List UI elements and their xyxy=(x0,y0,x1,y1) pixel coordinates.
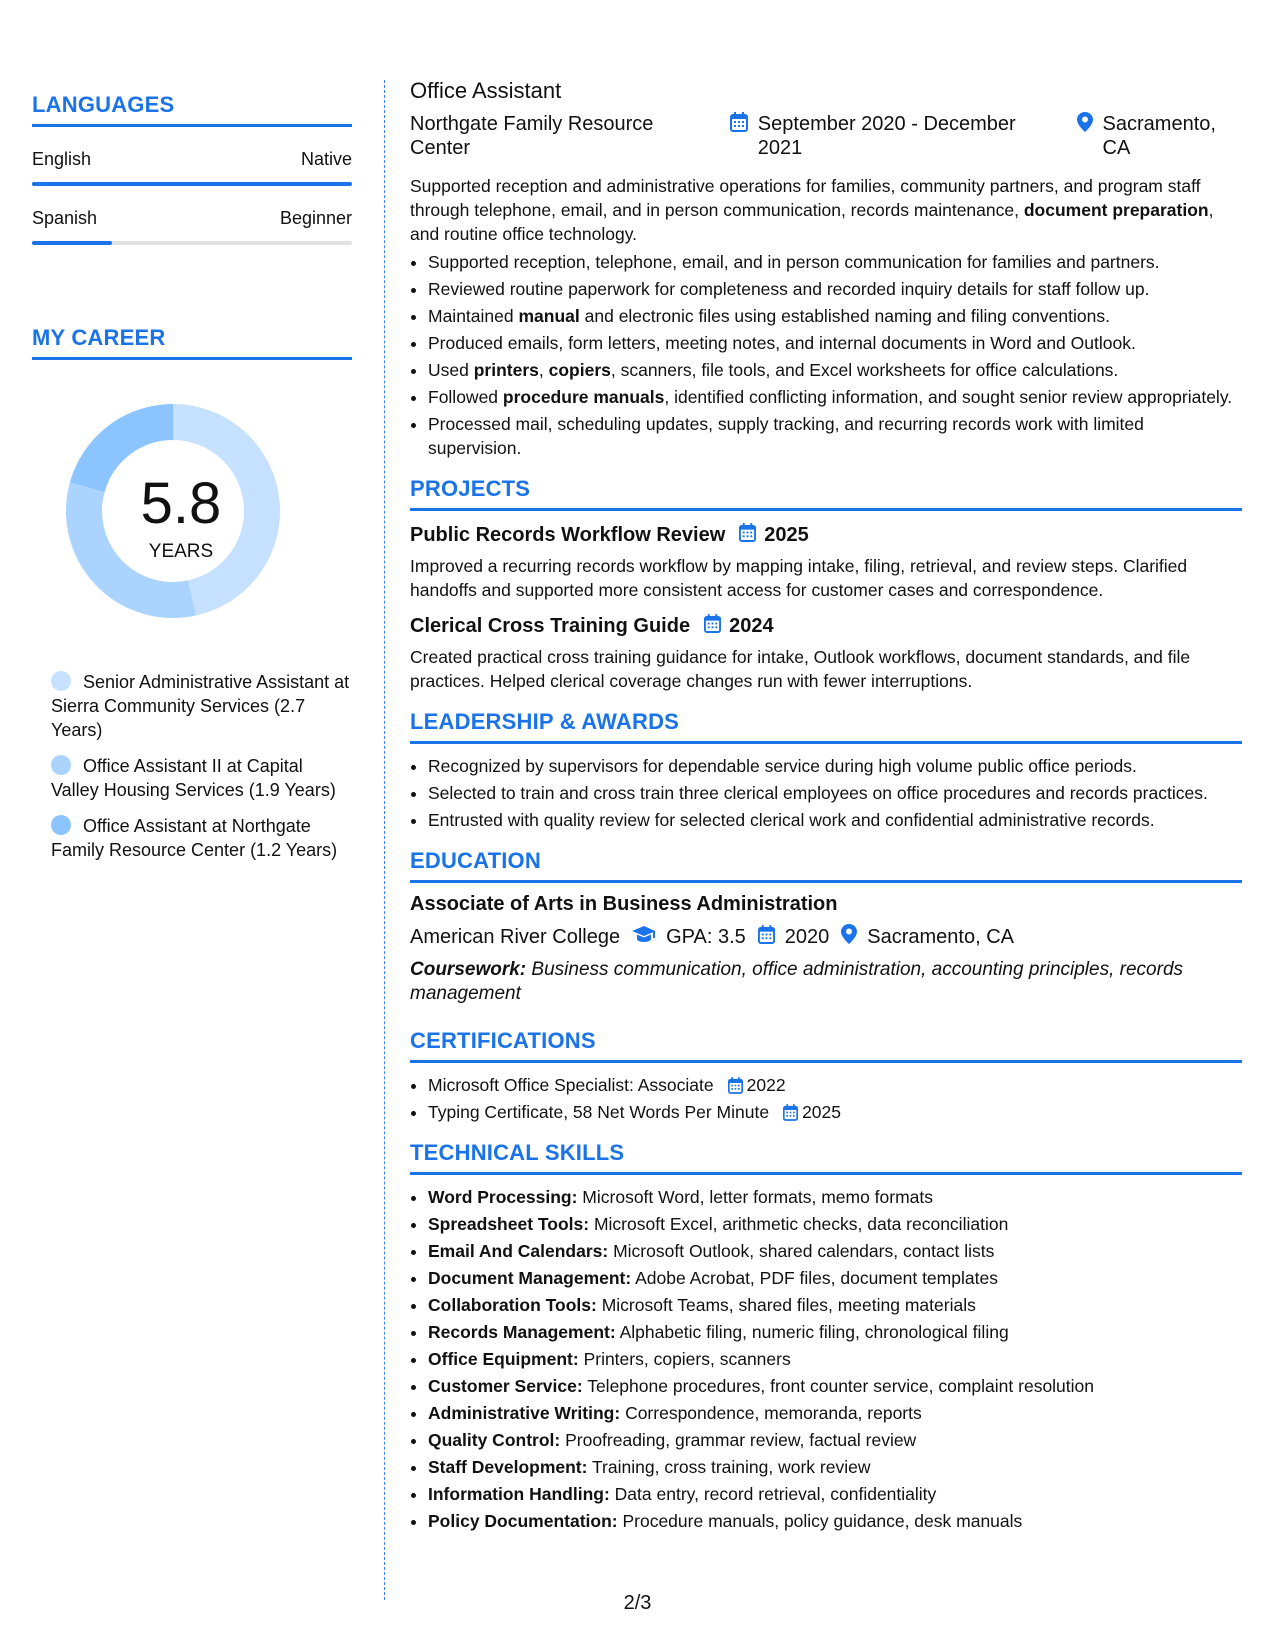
body-text: Followed xyxy=(428,387,503,407)
language-item xyxy=(32,149,352,186)
education-heading: EDUCATION xyxy=(410,848,1242,883)
projects-section xyxy=(410,476,1242,693)
body-text: , identified conflicting information, and sought senior review appropriately. xyxy=(664,387,1233,407)
coursework xyxy=(410,958,1242,1006)
body-text: Maintained xyxy=(428,306,519,326)
leadership-item: • Entrusted with quality review for selected clerical work and confidential administrative records. xyxy=(428,808,1242,832)
main-content xyxy=(410,78,1242,1536)
body-text: Supported reception and administrative operations for families, community partners, and program staff through telephone, email, and in person communication, records maintenance, xyxy=(410,176,1201,220)
skill-item xyxy=(428,1482,1242,1506)
graduation-year: 2020 xyxy=(784,925,830,948)
body-text: Produced emails, form letters, meeting notes, and internal documents in Word and Outlook. xyxy=(428,333,1136,353)
career-donut-chart xyxy=(66,404,296,634)
skill-label: Staff Development: xyxy=(428,1457,588,1477)
language-proficiency-bar xyxy=(32,241,352,245)
skills-list xyxy=(410,1185,1242,1533)
job-bullet xyxy=(428,250,1242,274)
emphasis-text: document preparation xyxy=(1023,200,1209,220)
body-text: and electronic files using established naming and filing conventions. xyxy=(579,306,1110,326)
skill-item xyxy=(428,1239,1242,1263)
skill-item xyxy=(428,1428,1242,1452)
emphasis-text: manual xyxy=(518,306,580,326)
legend-label: Office Assistant at Northgate Family Resource Center (1.2 Years) xyxy=(51,816,338,860)
calendar-icon xyxy=(728,1077,743,1094)
leadership-heading: LEADERSHIP & AWARDS xyxy=(410,709,1242,744)
skill-label: Collaboration Tools: xyxy=(428,1295,597,1315)
skill-label: Administrative Writing: xyxy=(428,1403,621,1423)
calendar-icon xyxy=(739,523,756,548)
location-pin-icon xyxy=(841,924,857,950)
school-name: American River College xyxy=(410,925,621,948)
language-proficiency-bar xyxy=(32,182,352,186)
language-level: Native xyxy=(300,149,352,169)
body-text: Reviewed routine paperwork for completeness and recorded inquiry details for staff follow up. xyxy=(428,279,1150,299)
job-bullets xyxy=(410,250,1242,460)
project-year: 2025 xyxy=(764,524,809,546)
skill-value: Adobe Acrobat, PDF files, document templates xyxy=(631,1268,998,1288)
donut-center xyxy=(66,404,296,634)
legend-label: Office Assistant II at Capital Valley Housing Services (1.9 Years) xyxy=(51,756,336,800)
language-name: English xyxy=(32,149,92,169)
skill-item xyxy=(428,1509,1242,1533)
body-text: Supported reception, telephone, email, and in person communication for families and partners. xyxy=(428,252,1160,272)
skill-label: Email And Calendars: xyxy=(428,1241,609,1261)
job-dates: September 2020 - December 2021 xyxy=(757,113,1016,159)
certifications-section xyxy=(410,1028,1242,1124)
job-meta xyxy=(410,112,1242,160)
emphasis-text: printers xyxy=(473,360,539,380)
legend-dot xyxy=(51,755,71,775)
skill-value: Telephone procedures, front counter service, complaint resolution xyxy=(582,1376,1095,1396)
skill-value: Training, cross training, work review xyxy=(587,1457,871,1477)
school-location: Sacramento, CA xyxy=(867,925,1014,948)
location-pin-icon xyxy=(1077,112,1093,138)
skill-label: Policy Documentation: xyxy=(428,1511,618,1531)
skill-label: Word Processing: xyxy=(428,1187,578,1207)
gpa: GPA: 3.5 xyxy=(666,925,746,948)
leadership-item: • Selected to train and cross train three clerical employees on office procedures and records practices. xyxy=(428,781,1242,805)
legend-dot xyxy=(51,671,71,691)
skill-label: Customer Service: xyxy=(428,1376,583,1396)
skill-label: Records Management: xyxy=(428,1322,616,1342)
body-text: , and routine office technology. xyxy=(410,200,1214,244)
skill-item xyxy=(428,1320,1242,1344)
skill-item xyxy=(428,1266,1242,1290)
projects-heading: PROJECTS xyxy=(410,476,1242,511)
skills-section xyxy=(410,1140,1242,1533)
leadership-item: • Recognized by supervisors for dependable service during high volume public office periods. xyxy=(428,754,1242,778)
language-name: Spanish xyxy=(32,208,98,228)
skill-item xyxy=(428,1374,1242,1398)
education-section xyxy=(410,848,1242,1006)
project-name: Clerical Cross Training Guide xyxy=(410,615,691,637)
skill-value: Correspondence, memoranda, reports xyxy=(620,1403,922,1423)
skill-item xyxy=(428,1212,1242,1236)
certification-year: 2022 xyxy=(746,1075,786,1095)
career-heading: MY CAREER xyxy=(32,325,352,360)
career-legend-item xyxy=(51,754,352,802)
calendar-icon xyxy=(783,1104,798,1121)
project-name: Public Records Workflow Review xyxy=(410,524,726,546)
page-number: 2/3 xyxy=(623,1592,652,1614)
skill-value: Microsoft Word, letter formats, memo formats xyxy=(577,1187,934,1207)
skill-value: Printers, copiers, scanners xyxy=(578,1349,791,1369)
company-name: Northgate Family Resource Center xyxy=(410,113,654,159)
certification-item xyxy=(428,1073,1242,1097)
degree-name: Associate of Arts in Business Administration xyxy=(410,893,838,915)
language-proficiency-fill xyxy=(32,241,112,245)
skill-value: Procedure manuals, policy guidance, desk manuals xyxy=(617,1511,1023,1531)
skill-label: Spreadsheet Tools: xyxy=(428,1214,590,1234)
career-legend-item xyxy=(51,670,352,742)
job-bullet xyxy=(428,385,1242,409)
skill-label: Quality Control: xyxy=(428,1430,561,1450)
legend-dot xyxy=(51,815,71,835)
calendar-icon xyxy=(704,614,721,639)
project-year: 2024 xyxy=(729,615,774,637)
column-divider xyxy=(384,80,385,1600)
job-location: Sacramento, CA xyxy=(1102,113,1216,159)
body-text: Processed mail, scheduling updates, supply tracking, and recurring records work with limited supervision. xyxy=(428,414,1144,458)
total-years: 5.8 xyxy=(140,471,222,536)
project-description: Improved a recurring records workflow by mapping intake, filing, retrieval, and review steps. Clarified handoffs and supported more consistent access for customer cases and correspondence. xyxy=(410,556,1188,600)
leadership-section xyxy=(410,709,1242,832)
skill-value: Microsoft Excel, arithmetic checks, data reconciliation xyxy=(589,1214,1009,1234)
skill-item xyxy=(428,1347,1242,1371)
certification-item xyxy=(428,1100,1242,1124)
certifications-heading: CERTIFICATIONS xyxy=(410,1028,1242,1063)
skill-item xyxy=(428,1401,1242,1425)
certification-name: Microsoft Office Specialist: Associate xyxy=(428,1075,714,1095)
body-text: , xyxy=(538,360,549,380)
languages-heading: LANGUAGES xyxy=(32,92,352,127)
project-item xyxy=(410,523,1242,602)
skill-label: Document Management: xyxy=(428,1268,632,1288)
emphasis-text: procedure manuals xyxy=(502,387,665,407)
project-item xyxy=(410,614,1242,693)
project-description: Created practical cross training guidance for intake, Outlook workflows, document standards, and file practices. Helped clerical coverage changes run with fewer interruptions. xyxy=(410,647,1191,691)
years-label: YEARS xyxy=(148,541,214,562)
career-legend xyxy=(51,670,352,862)
coursework-label: Coursework: xyxy=(410,959,527,980)
skill-value: Proofreading, grammar review, factual review xyxy=(560,1430,917,1450)
coursework-text: Business communication, office administration, accounting principles, records management xyxy=(410,959,1184,1004)
leadership-list xyxy=(410,754,1242,832)
skill-item xyxy=(428,1185,1242,1209)
skill-label: Office Equipment: xyxy=(428,1349,579,1369)
job-bullet xyxy=(428,412,1242,460)
job-summary xyxy=(410,174,1242,246)
skill-item xyxy=(428,1455,1242,1479)
education-meta xyxy=(410,924,1242,950)
calendar-icon xyxy=(730,112,748,138)
skill-value: Alphabetic filing, numeric filing, chronological filing xyxy=(615,1322,1009,1342)
skill-value: Data entry, record retrieval, confidentiality xyxy=(609,1484,937,1504)
body-text: Used xyxy=(428,360,474,380)
legend-label: Senior Administrative Assistant at Sierra Community Services (2.7 Years) xyxy=(51,672,350,740)
skills-heading: TECHNICAL SKILLS xyxy=(410,1140,1242,1175)
job-title: Office Assistant xyxy=(410,78,562,103)
skill-value: Microsoft Teams, shared files, meeting materials xyxy=(596,1295,976,1315)
language-item xyxy=(32,208,352,245)
job-bullet xyxy=(428,277,1242,301)
job-bullet xyxy=(428,331,1242,355)
career-legend-item xyxy=(51,814,352,862)
skill-value: Microsoft Outlook, shared calendars, contact lists xyxy=(608,1241,995,1261)
graduation-cap-icon xyxy=(632,925,656,949)
language-proficiency-fill xyxy=(32,182,352,186)
job-bullet xyxy=(428,358,1242,382)
emphasis-text: copiers xyxy=(548,360,611,380)
skill-label: Information Handling: xyxy=(428,1484,610,1504)
certification-year: 2025 xyxy=(802,1102,842,1122)
body-text: , scanners, file tools, and Excel worksheets for office calculations. xyxy=(610,360,1119,380)
calendar-icon xyxy=(758,925,775,950)
language-level: Beginner xyxy=(279,208,352,228)
sidebar xyxy=(32,92,352,874)
skill-item xyxy=(428,1293,1242,1317)
certifications-list xyxy=(410,1073,1242,1124)
experience-entry xyxy=(410,78,1242,460)
certification-name: Typing Certificate, 58 Net Words Per Minute xyxy=(428,1102,770,1122)
job-bullet xyxy=(428,304,1242,328)
